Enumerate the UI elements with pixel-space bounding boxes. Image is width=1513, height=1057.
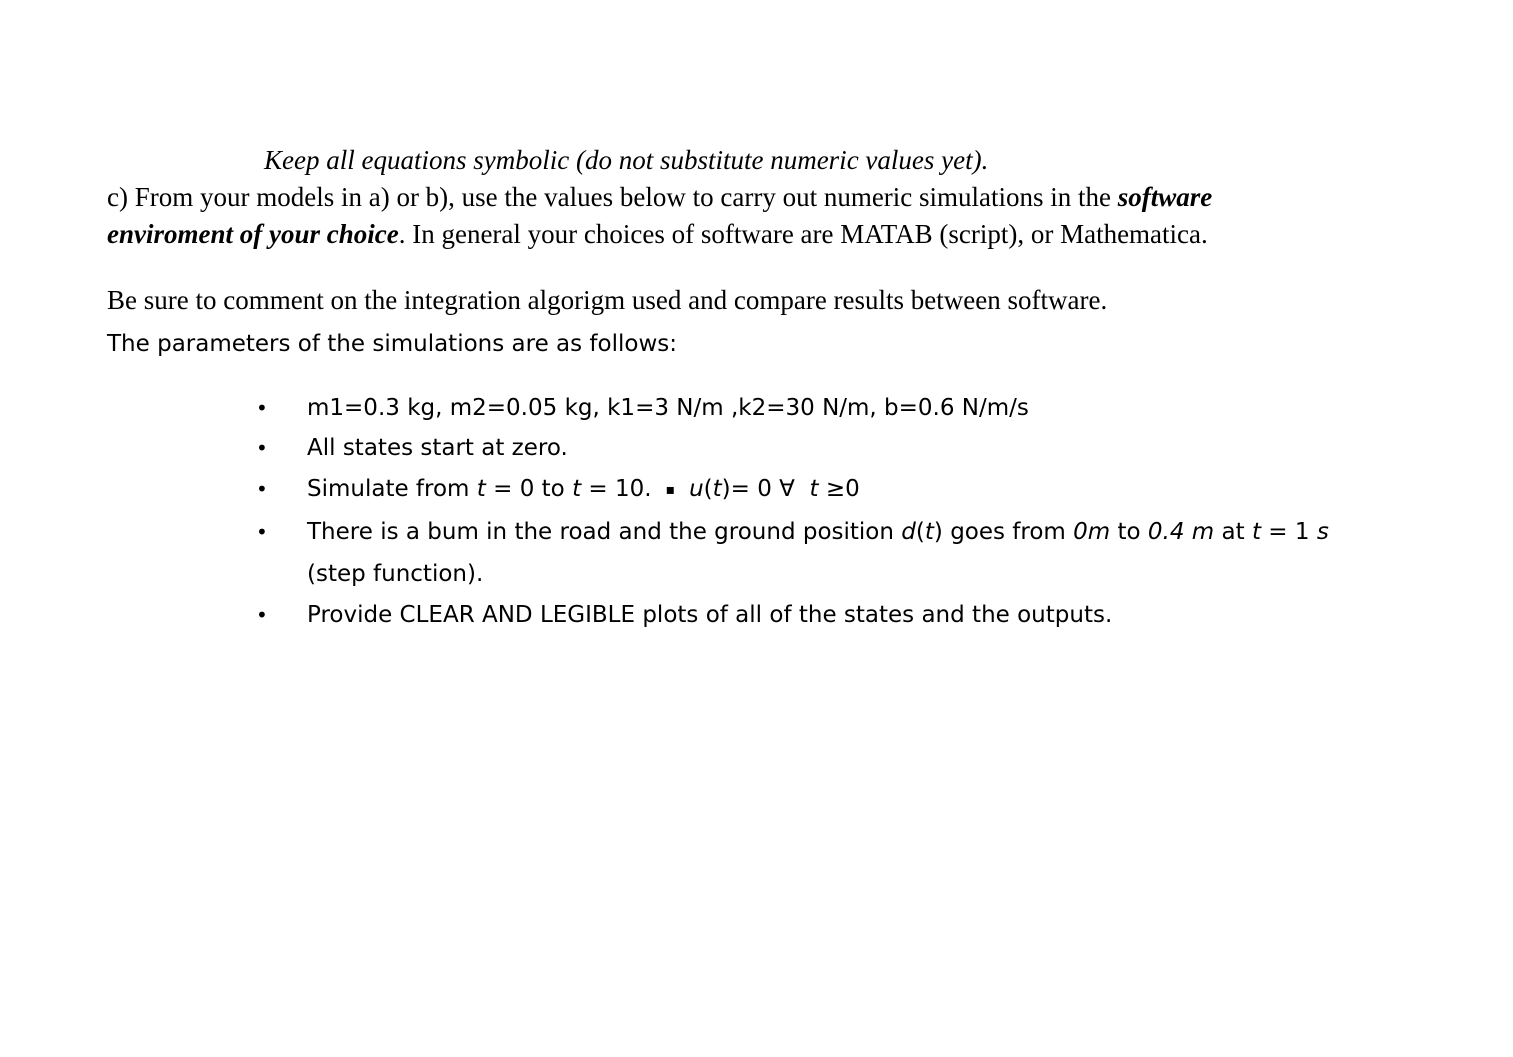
item-text: ) goes from <box>933 519 1074 545</box>
item-math-var: t <box>572 476 582 502</box>
list-item-plots: Provide CLEAR AND LEGIBLE plots of all of the states and the outputs. <box>307 602 1113 628</box>
bullet-marker: • <box>256 477 268 501</box>
item-text: = 1 <box>1260 519 1317 545</box>
item-math-var: 0.4 m <box>1147 519 1215 545</box>
item-math-var: t <box>809 476 819 502</box>
item-math-var: t <box>1251 519 1261 545</box>
item-text: ( <box>703 476 713 502</box>
bullet-marker: • <box>256 396 268 420</box>
list-item-initial-states: All states start at zero. <box>307 435 568 461</box>
item-text: at <box>1214 519 1252 545</box>
item-math-var: u <box>689 476 704 502</box>
part-c-paragraph <box>107 179 1397 253</box>
list-item-simulation-time <box>307 473 860 506</box>
item-math-var: t <box>924 519 934 545</box>
item-text: )= 0 ∀ <box>721 476 810 502</box>
item-math-var: t <box>476 476 486 502</box>
item-text: = 10. <box>581 476 652 502</box>
separator-dot: ▪ <box>665 481 676 498</box>
bullet-marker: • <box>256 436 268 460</box>
item-math-var: t <box>712 476 722 502</box>
item-text: ( <box>915 519 925 545</box>
part-c-text-1: c) From your models in a) or b), use the values below to carry out numeric simulations in the <box>107 182 1118 212</box>
part-c-line-2 <box>107 216 1397 253</box>
part-c-line-1 <box>107 179 1397 216</box>
parameters-intro: The parameters of the simulations are as follows: <box>107 331 677 357</box>
list-item-road-bump <box>307 516 1329 548</box>
part-c-text-2: . In general your choices of software are MATAB (script), or Mathematica. <box>398 219 1208 249</box>
part-c-emphasis-2: enviroment of your choice <box>107 219 399 249</box>
item-text: = 0 to <box>485 476 573 502</box>
item-text: ≥0 <box>818 476 860 502</box>
bullet-marker: • <box>256 520 268 544</box>
compare-paragraph: Be sure to comment on the integration algorigm used and compare results between software. <box>107 285 1108 315</box>
part-c-emphasis-1: software <box>1117 182 1213 212</box>
list-item-parameters: m1=0.3 kg, m2=0.05 kg, k1=3 N/m ,k2=30 N/m, b=0.6 N/m/s <box>307 395 1029 421</box>
item-math-var: s <box>1316 519 1329 545</box>
item-math-var: d <box>901 519 916 545</box>
item-math-var: 0m <box>1073 519 1111 545</box>
instruction-note: Keep all equations symbolic (do not substitute numeric values yet). <box>264 145 989 175</box>
item-text: There is a bum in the road and the ground position <box>307 519 902 545</box>
item-text: to <box>1110 519 1148 545</box>
list-item-road-bump-continuation: (step function). <box>307 561 484 587</box>
item-text: Simulate from <box>307 476 477 502</box>
bullet-marker: • <box>256 603 268 627</box>
